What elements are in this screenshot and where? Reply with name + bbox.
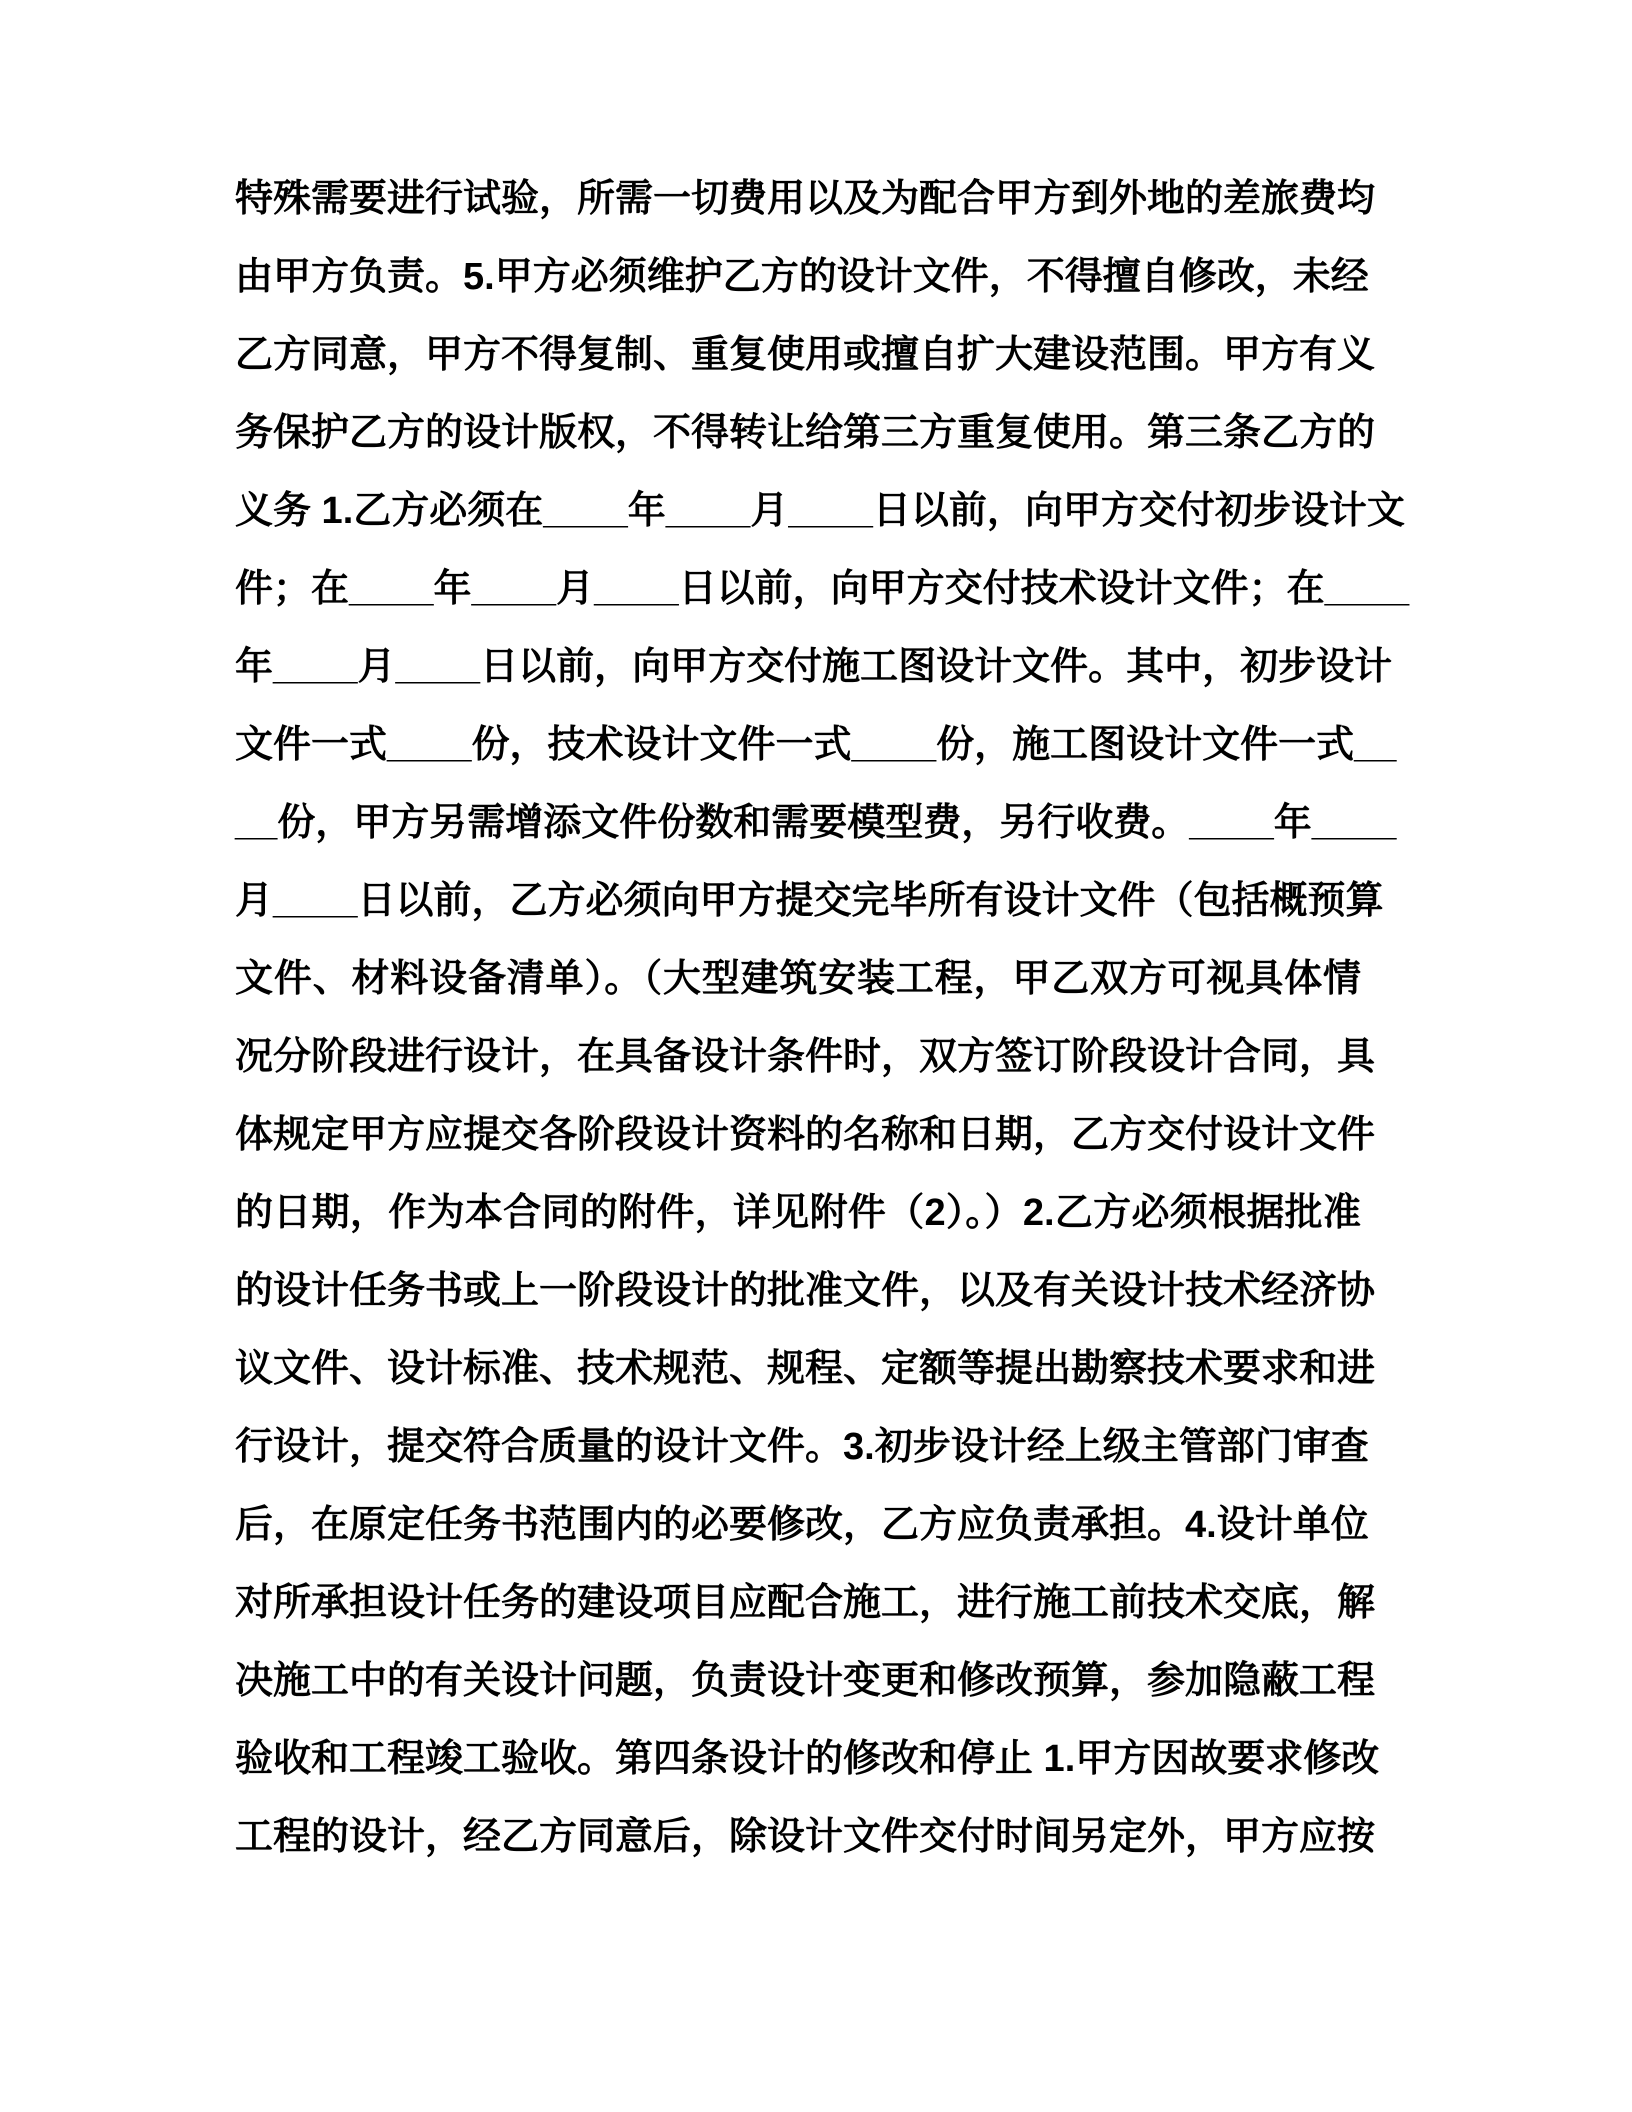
text-line: 的日期，作为本合同的附件，详见附件（2）。）2.乙方必须根据批准 <box>235 1192 1361 1234</box>
text-line: 特殊需要进行试验，所需一切费用以及为配合甲方到外地的差旅费均 <box>235 178 1376 220</box>
text-line: 乙方同意，甲方不得复制、重复使用或擅自扩大建设范围。甲方有义 <box>235 334 1376 376</box>
text-line: 年____月____日以前，向甲方交付施工图设计文件。其中，初步设计 <box>235 646 1393 688</box>
text-line: 月____日以前，乙方必须向甲方提交完毕所有设计文件（包括概预算 <box>235 880 1384 922</box>
text-line: 后，在原定任务书范围内的必要修改，乙方应负责承担。4.设计单位 <box>235 1504 1369 1546</box>
text-line: 的设计任务书或上一阶段设计的批准文件，以及有关设计技术经济协 <box>235 1270 1376 1312</box>
text-line: 文件一式____份，技术设计文件一式____份，施工图设计文件一式__ <box>235 724 1397 766</box>
text-line: 工程的设计，经乙方同意后，除设计文件交付时间另定外，甲方应按 <box>235 1816 1376 1858</box>
text-line: 况分阶段进行设计，在具备设计条件时，双方签订阶段设计合同，具 <box>235 1036 1376 1078</box>
text-line: 务保护乙方的设计版权，不得转让给第三方重复使用。第三条乙方的 <box>235 412 1376 454</box>
text-line: 决施工中的有关设计问题，负责设计变更和修改预算，参加隐蔽工程 <box>235 1660 1376 1702</box>
text-line: 对所承担设计任务的建设项目应配合施工，进行施工前技术交底，解 <box>235 1582 1376 1624</box>
text-line: 件；在____年____月____日以前，向甲方交付技术设计文件；在____ <box>235 568 1410 610</box>
text-line: 义务 1.乙方必须在____年____月____日以前，向甲方交付初步设计文 <box>235 490 1405 532</box>
text-line: 行设计，提交符合质量的设计文件。3.初步设计经上级主管部门审查 <box>235 1426 1369 1468</box>
text-line: __份，甲方另需增添文件份数和需要模型费，另行收费。____年____ <box>235 802 1397 844</box>
contract-body-text <box>235 160 1410 1876</box>
text-line: 体规定甲方应提交各阶段设计资料的名称和日期，乙方交付设计文件 <box>235 1114 1376 1156</box>
text-line: 议文件、设计标准、技术规范、规程、定额等提出勘察技术要求和进 <box>235 1348 1376 1390</box>
text-line: 验收和工程竣工验收。第四条设计的修改和停止 1.甲方因故要求修改 <box>235 1738 1380 1780</box>
text-line: 由甲方负责。5.甲方必须维护乙方的设计文件，不得擅自修改，未经 <box>235 256 1369 298</box>
text-line: 文件、材料设备清单）。（大型建筑安装工程，甲乙双方可视具体情 <box>235 958 1361 1000</box>
